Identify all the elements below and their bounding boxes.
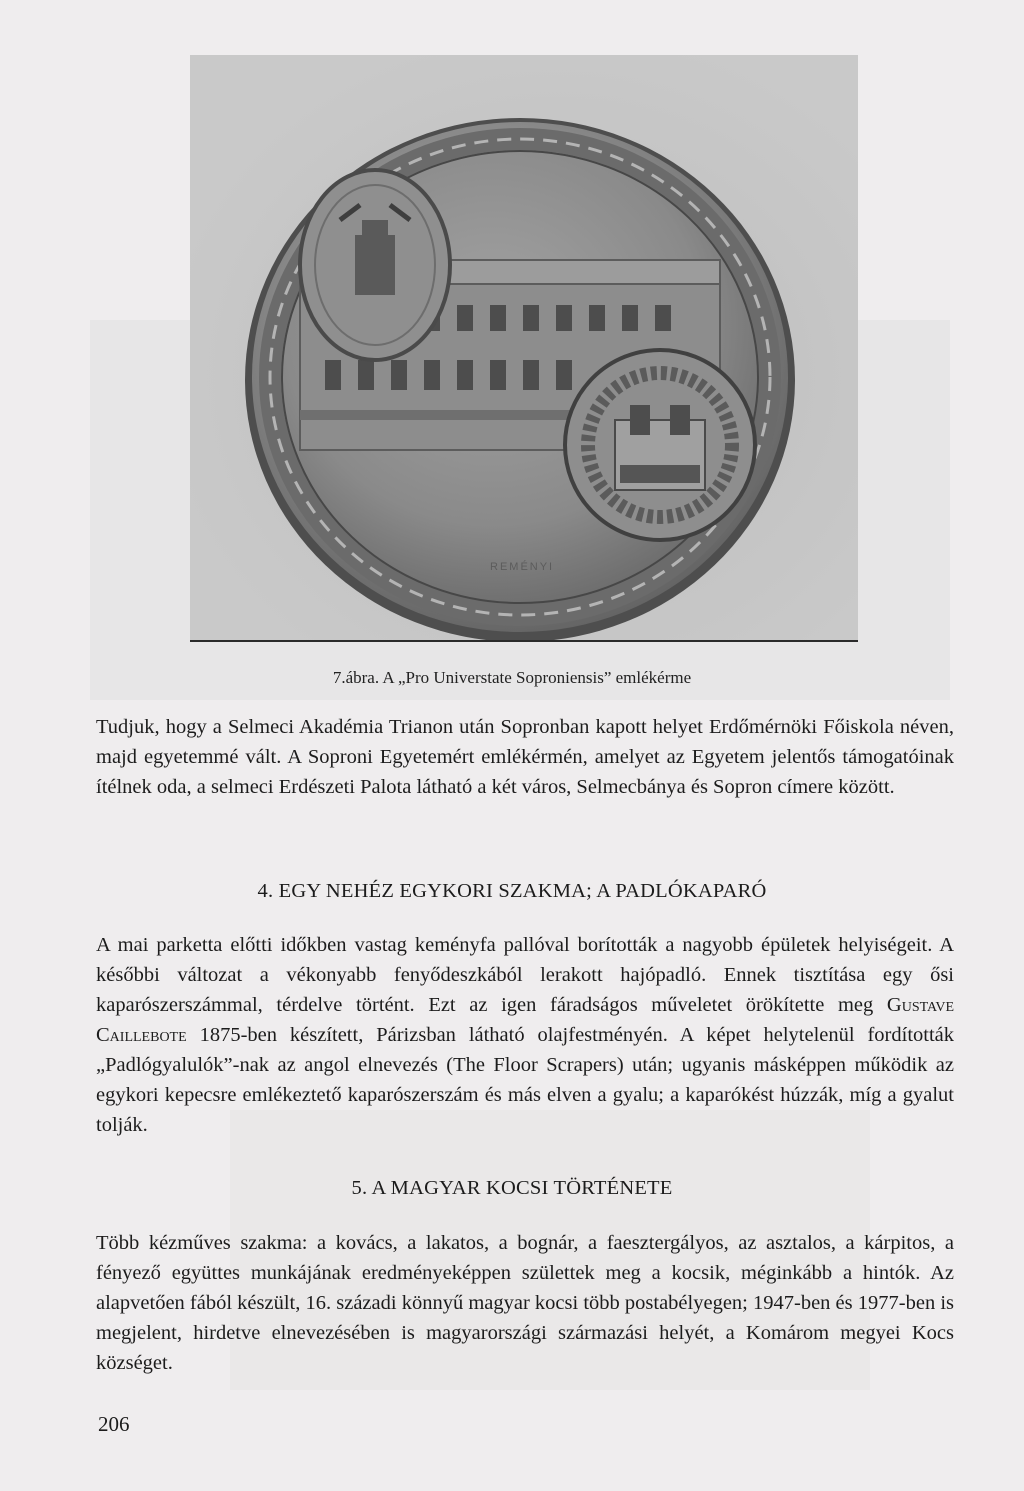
paragraph-hungarian-coach: Több kézműves szakma: a kovács, a lakatos, a bognár, a faesztergályos, az asztalos, a kárpitos, a fényező együttes munkájának eredményeképpen születtek meg a kocsik, méginkább a hintók. Az alapvetően fából készült, 16. századi könnyű magyar kocsi több postabélyegen; 1947-ben és 1977-ben is megjelent, hirdetve elnevezésében is magyarországi származási helyét, a Komárom megyei Kocs községet. <box>96 1232 954 1374</box>
paragraph-floor-scraper <box>96 930 954 1140</box>
painter-name: Gustave Caillebote <box>96 994 955 1046</box>
paragraph-floor-scraper-intro: A mai parketta előtti időkben vastag keményfa pallóval borították a nagyobb épületek helyiségeit. A későbbi változat a vékonyabb fenyődeszkából lerakott hajópadló. Ennek tisztítása egy ősi kaparószerszámmal, térdelve történt. Ezt az igen fáradságos műveletet örökítette meg <box>96 934 954 1016</box>
section-heading-5: 5. A MAGYAR KOCSI TÖRTÉNETE <box>351 1177 673 1199</box>
medal-illustration <box>190 55 858 640</box>
paragraph-medal: Tudjuk, hogy a Selmeci Akadémia Trianon után Sopronban kapott helyet Erdőmérnöki Főiskola néven, majd egyetemmé vált. A Soproni Egyetemért emlékérmén, amelyet az Egyetem jelentős támogatóinak ítélnek oda, a selmeci Erdészeti Palota látható a két város, Selmecbánya és Sopron címere között. <box>96 716 954 798</box>
section-heading-4: 4. EGY NEHÉZ EGYKORI SZAKMA; A PADLÓKAPARÓ <box>257 880 767 902</box>
medal-signature: REMÉNYI <box>490 561 555 573</box>
page-number: 206 <box>98 1412 130 1436</box>
figure-caption: 7.ábra. A „Pro Universtate Soproniensis” emlékérme <box>332 668 692 687</box>
medal-photograph <box>190 55 858 642</box>
paragraph-floor-scraper-rest: 1875-ben készített, Párizsban látható olajfestményén. A képet helytelenül fordították „Padlógyalulók”-nak az angol elnevezés (The Floor Scrapers) után; ugyanis másképpen működik az egykori kepecsre emlékeztető kaparószerszám és más elven a gyalu; a kaparókést húzzák, míg a gyalut tolják. <box>96 1024 955 1136</box>
